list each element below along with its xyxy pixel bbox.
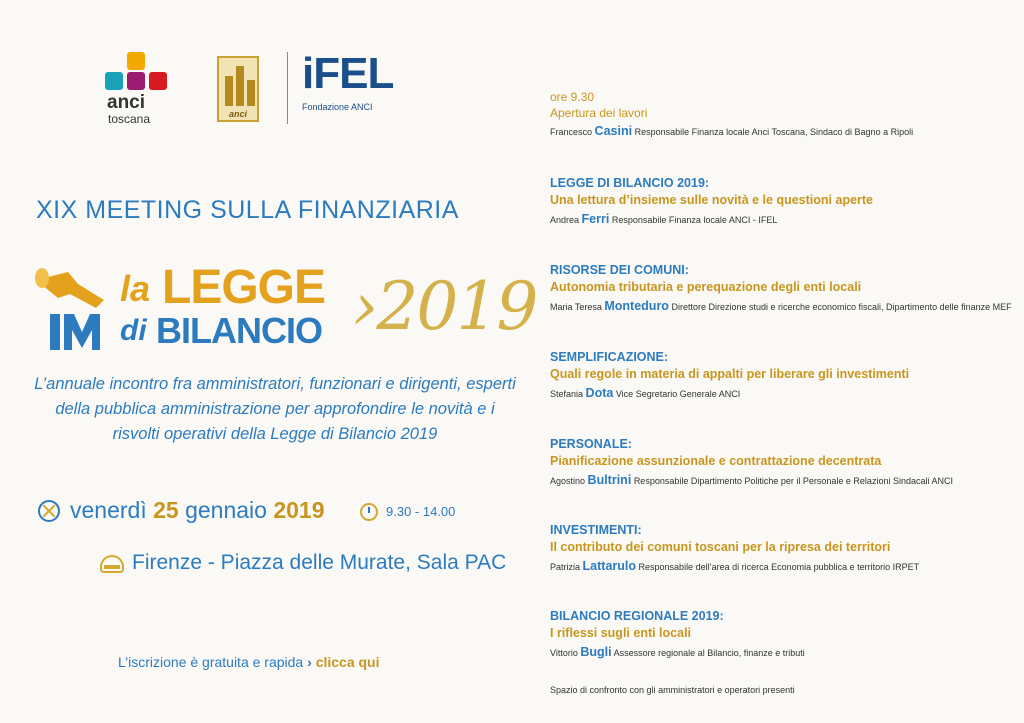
program-panel: [550, 0, 1024, 723]
speaker-first-name: Agostino: [550, 476, 586, 486]
event-time: 9.30 - 14.00: [386, 504, 456, 519]
calendar-icon: [38, 500, 60, 522]
speaker-role: Responsabile Dipartimento Politiche per il Personale e Relazioni Sindacali ANCI: [633, 476, 953, 486]
logo-square-red: [149, 72, 167, 90]
program-item-speaker: [550, 212, 1020, 226]
speaker-first-name: Stefania: [550, 389, 584, 399]
anci-crest-logo: [217, 56, 259, 122]
speaker-surname: Casini: [594, 124, 633, 138]
crest-tower-icon: [247, 80, 255, 106]
signup-line: [118, 654, 380, 670]
logo-divider: [287, 52, 288, 124]
program-item-heading: BILANCIO REGIONALE 2019:: [550, 609, 724, 623]
clock-icon: [360, 503, 378, 521]
logo-di: di: [120, 314, 147, 347]
speaker-role: Direttore Direzione studi e ricerche economico fiscali, Dipartimento delle finanze MEF: [671, 302, 1012, 312]
crest-tower-icon: [225, 76, 233, 106]
program-item-subtitle: Quali regole in materia di appalti per liberare gli investimenti: [550, 367, 910, 381]
date-text: [70, 497, 325, 524]
program-item: [550, 436, 1020, 487]
speaker-first-name: Patrizia: [550, 562, 581, 572]
event-description: L’annuale incontro fra amministratori, funzionari e dirigenti, esperti della pubblica amministrazione per approfondire le novità e i risvolti operativi della Legge di Bilancio 2019: [34, 375, 516, 443]
date-day: 25: [153, 497, 179, 523]
logo-bilancio: BILANCIO: [156, 310, 322, 351]
speaker-first-name: Maria Teresa: [550, 302, 602, 312]
speaker-role: Vice Segretario Generale ANCI: [615, 389, 741, 399]
opening-time: ore 9.30: [550, 90, 595, 104]
program-item-heading: LEGGE DI BILANCIO 2019:: [550, 176, 710, 190]
date-year: 2019: [273, 497, 325, 523]
program-closing: Spazio di confronto con gli amministratori e operatori presenti: [550, 685, 795, 695]
program-item-subtitle: Autonomia tributaria e perequazione degli enti locali: [550, 280, 862, 294]
logo-year: ›2019: [352, 268, 537, 345]
date-month: gennaio: [185, 497, 267, 523]
opening-title: Apertura dei lavori: [550, 106, 648, 120]
program-item: [550, 262, 1020, 313]
logo-square-purple: [127, 72, 145, 90]
speaker-role: Responsabile Finanza locale ANCI - IFEL: [611, 215, 778, 225]
program-item: [550, 522, 1020, 573]
speaker-first-name: Vittorio: [550, 648, 578, 658]
speaker-role: Responsabile dell’area di ricerca Economia pubblica e territorio IRPET: [638, 562, 920, 572]
toscana-wordmark: toscana: [108, 112, 151, 126]
program-item: [550, 608, 1020, 659]
chevron-right-icon: ›: [307, 654, 312, 670]
program-item-heading: RISORSE DEI COMUNI:: [550, 263, 689, 277]
signup-text: L’iscrizione è gratuita e rapida: [118, 654, 304, 670]
speaker-surname: Lattarulo: [582, 559, 637, 573]
speaker-role: Responsabile Finanza locale Anci Toscana, Sindaco di Bagno a Ripoli: [634, 127, 914, 137]
program-item: [550, 349, 1020, 400]
program-item-speaker: [550, 645, 1020, 659]
program-item-speaker: [550, 299, 1020, 313]
ifel-logo: [302, 49, 394, 112]
logo-la: la: [120, 268, 151, 309]
speaker-surname: Bultrini: [587, 473, 632, 487]
program-item-subtitle: Pianificazione assunzionale e contrattazione decentrata: [550, 454, 882, 468]
program-item-subtitle: I riflessi sugli enti locali: [550, 626, 692, 640]
meeting-title: XIX MEETING SULLA FINANZIARIA: [36, 196, 459, 224]
speaker-first-name: Andrea: [550, 215, 580, 225]
crest-tower-icon: [236, 66, 244, 106]
program-item-subtitle: Una lettura d’insieme sulle novità e le questioni aperte: [550, 193, 874, 207]
horn-emblem-icon: [34, 262, 114, 352]
event-logo: [34, 261, 537, 354]
program-item-subtitle: Il contributo dei comuni toscani per la ripresa dei territori: [550, 540, 891, 554]
location-text: Firenze - Piazza delle Murate, Sala PAC: [132, 551, 507, 574]
program-item-heading: SEMPLIFICAZIONE:: [550, 350, 669, 364]
signup-link[interactable]: clicca qui: [315, 654, 380, 670]
speaker-surname: Dota: [585, 386, 614, 400]
event-date: [38, 497, 518, 527]
logo-bar: [105, 49, 405, 126]
program-item: [550, 175, 1020, 226]
program-item-speaker: [550, 386, 1020, 400]
speaker-role: Assessore regionale al Bilancio, finanze e tributi: [613, 648, 805, 658]
speaker-first-name: Francesco: [550, 127, 593, 137]
anci-wordmark: anci: [107, 92, 146, 113]
program-item-speaker: [550, 559, 1020, 573]
logo-square-yellow: [127, 52, 145, 70]
speaker-surname: Ferri: [581, 212, 610, 226]
ifel-wordmark: iFEL: [302, 49, 394, 98]
program-item-speaker: [550, 473, 1020, 487]
logo-square-teal: [105, 72, 123, 90]
speaker-surname: Monteduro: [604, 299, 669, 313]
program-item-heading: INVESTIMENTI:: [550, 523, 642, 537]
crest-label: anci: [228, 109, 247, 119]
ifel-subtitle: Fondazione ANCI: [302, 102, 373, 112]
location-icon: [100, 555, 124, 573]
program-opening: [550, 89, 1020, 138]
speaker-surname: Bugli: [580, 645, 612, 659]
date-weekday: venerdì: [70, 497, 147, 523]
anci-toscana-logo: [105, 52, 177, 126]
opening-speaker: [550, 124, 1020, 138]
program-item-heading: PERSONALE:: [550, 437, 632, 451]
logo-legge: LEGGE: [162, 261, 326, 314]
